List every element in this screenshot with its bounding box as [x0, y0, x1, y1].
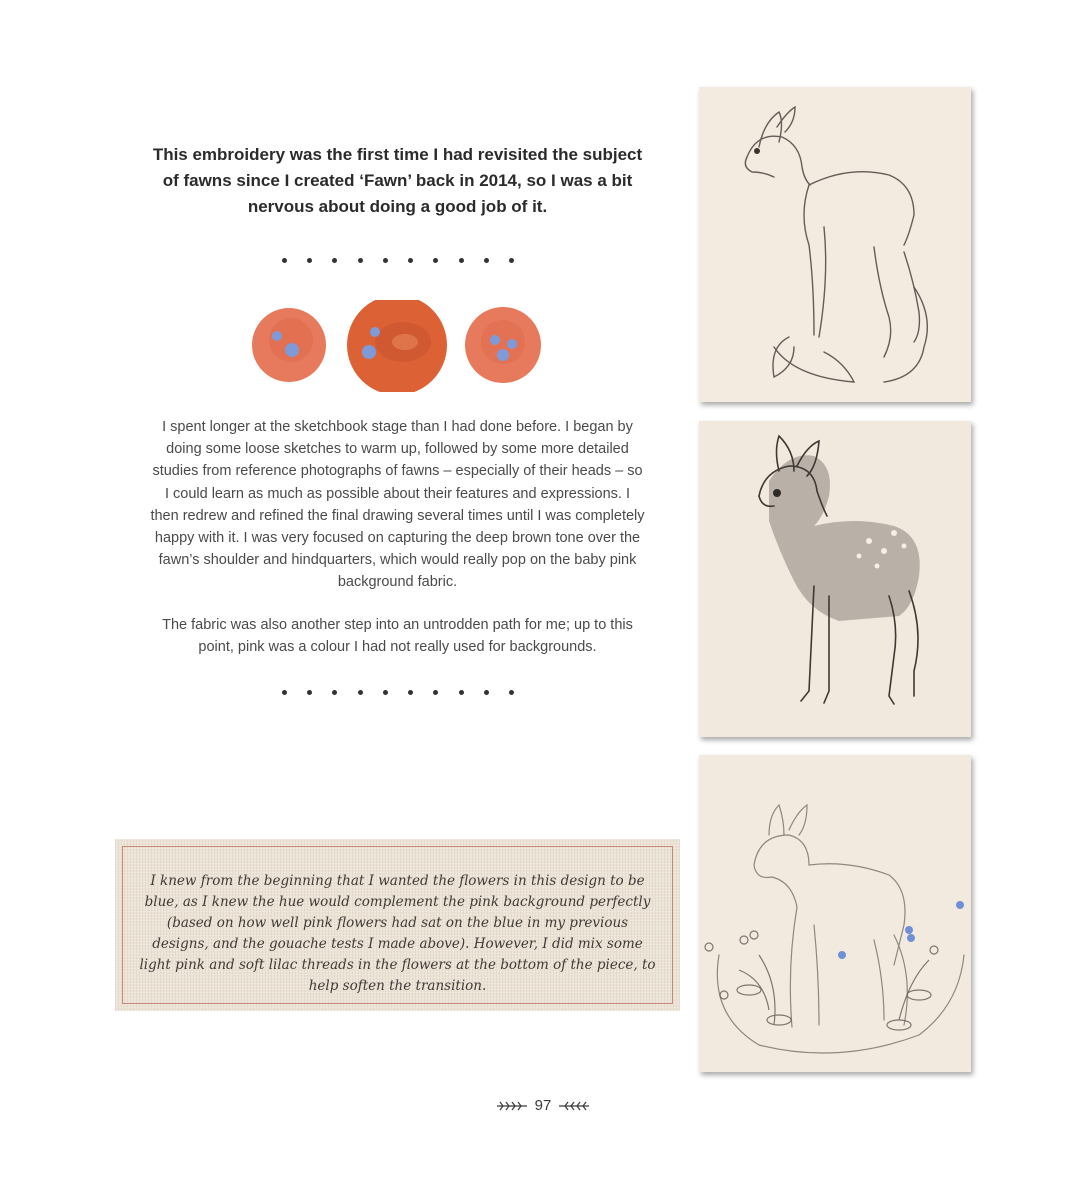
body-text: [150, 416, 645, 678]
page-number: 97: [534, 1097, 552, 1114]
callout-box: [115, 839, 680, 1011]
intro-paragraph: This embroidery was the first time I had revisited the subject of fawns since I created ‘Fawn’ back in 2014, so I was a bit nervous about doing a good job of it.: [152, 145, 643, 216]
swatch-left: [252, 308, 326, 382]
body-paragraph-1: I spent longer at the sketchbook stage than I had done before. I began by doing some loose sketches to warm up, followed by some more detailed studies from reference photographs of fawns – especially of their heads – so I could learn as much as possible about their features and expressions. I then redrew and refined the final drawing several times until I was completely happy with it. I was very focused on capturing the deep brown tone over the fawn’s shoulder and hindquarters, which would really pop on the baby pink background fabric.: [150, 419, 645, 591]
page-footer: [488, 1097, 598, 1114]
laurel-sprig-icon: [495, 1100, 529, 1112]
swatch-right: [465, 307, 541, 383]
gouache-swatches: [245, 300, 545, 392]
callout-text: I knew from the beginning that I wanted the flowers in this design to be blue, as I knew the hue would complement the pink background perfectly (based on how well pink flowers had sat on the blue in my previous designs, and the gouache tests I made above). However, I did mix some light pink and soft lilac threads in the flowers at the bottom of the piece, to help soften the transition.: [139, 873, 656, 994]
fawn-sketch-loose: [699, 87, 971, 402]
fawn-sketch-detailed: [699, 421, 971, 737]
body-paragraph-2: The fabric was also another step into an untrodden path for me; up to this point, pink was a colour I had not really used for backgrounds.: [162, 616, 633, 655]
decorative-dots: [282, 258, 514, 270]
swatch-center: [347, 300, 447, 392]
decorative-dots: [282, 690, 514, 702]
laurel-sprig-icon: [557, 1100, 591, 1112]
fawn-sketch-final: [699, 755, 971, 1072]
